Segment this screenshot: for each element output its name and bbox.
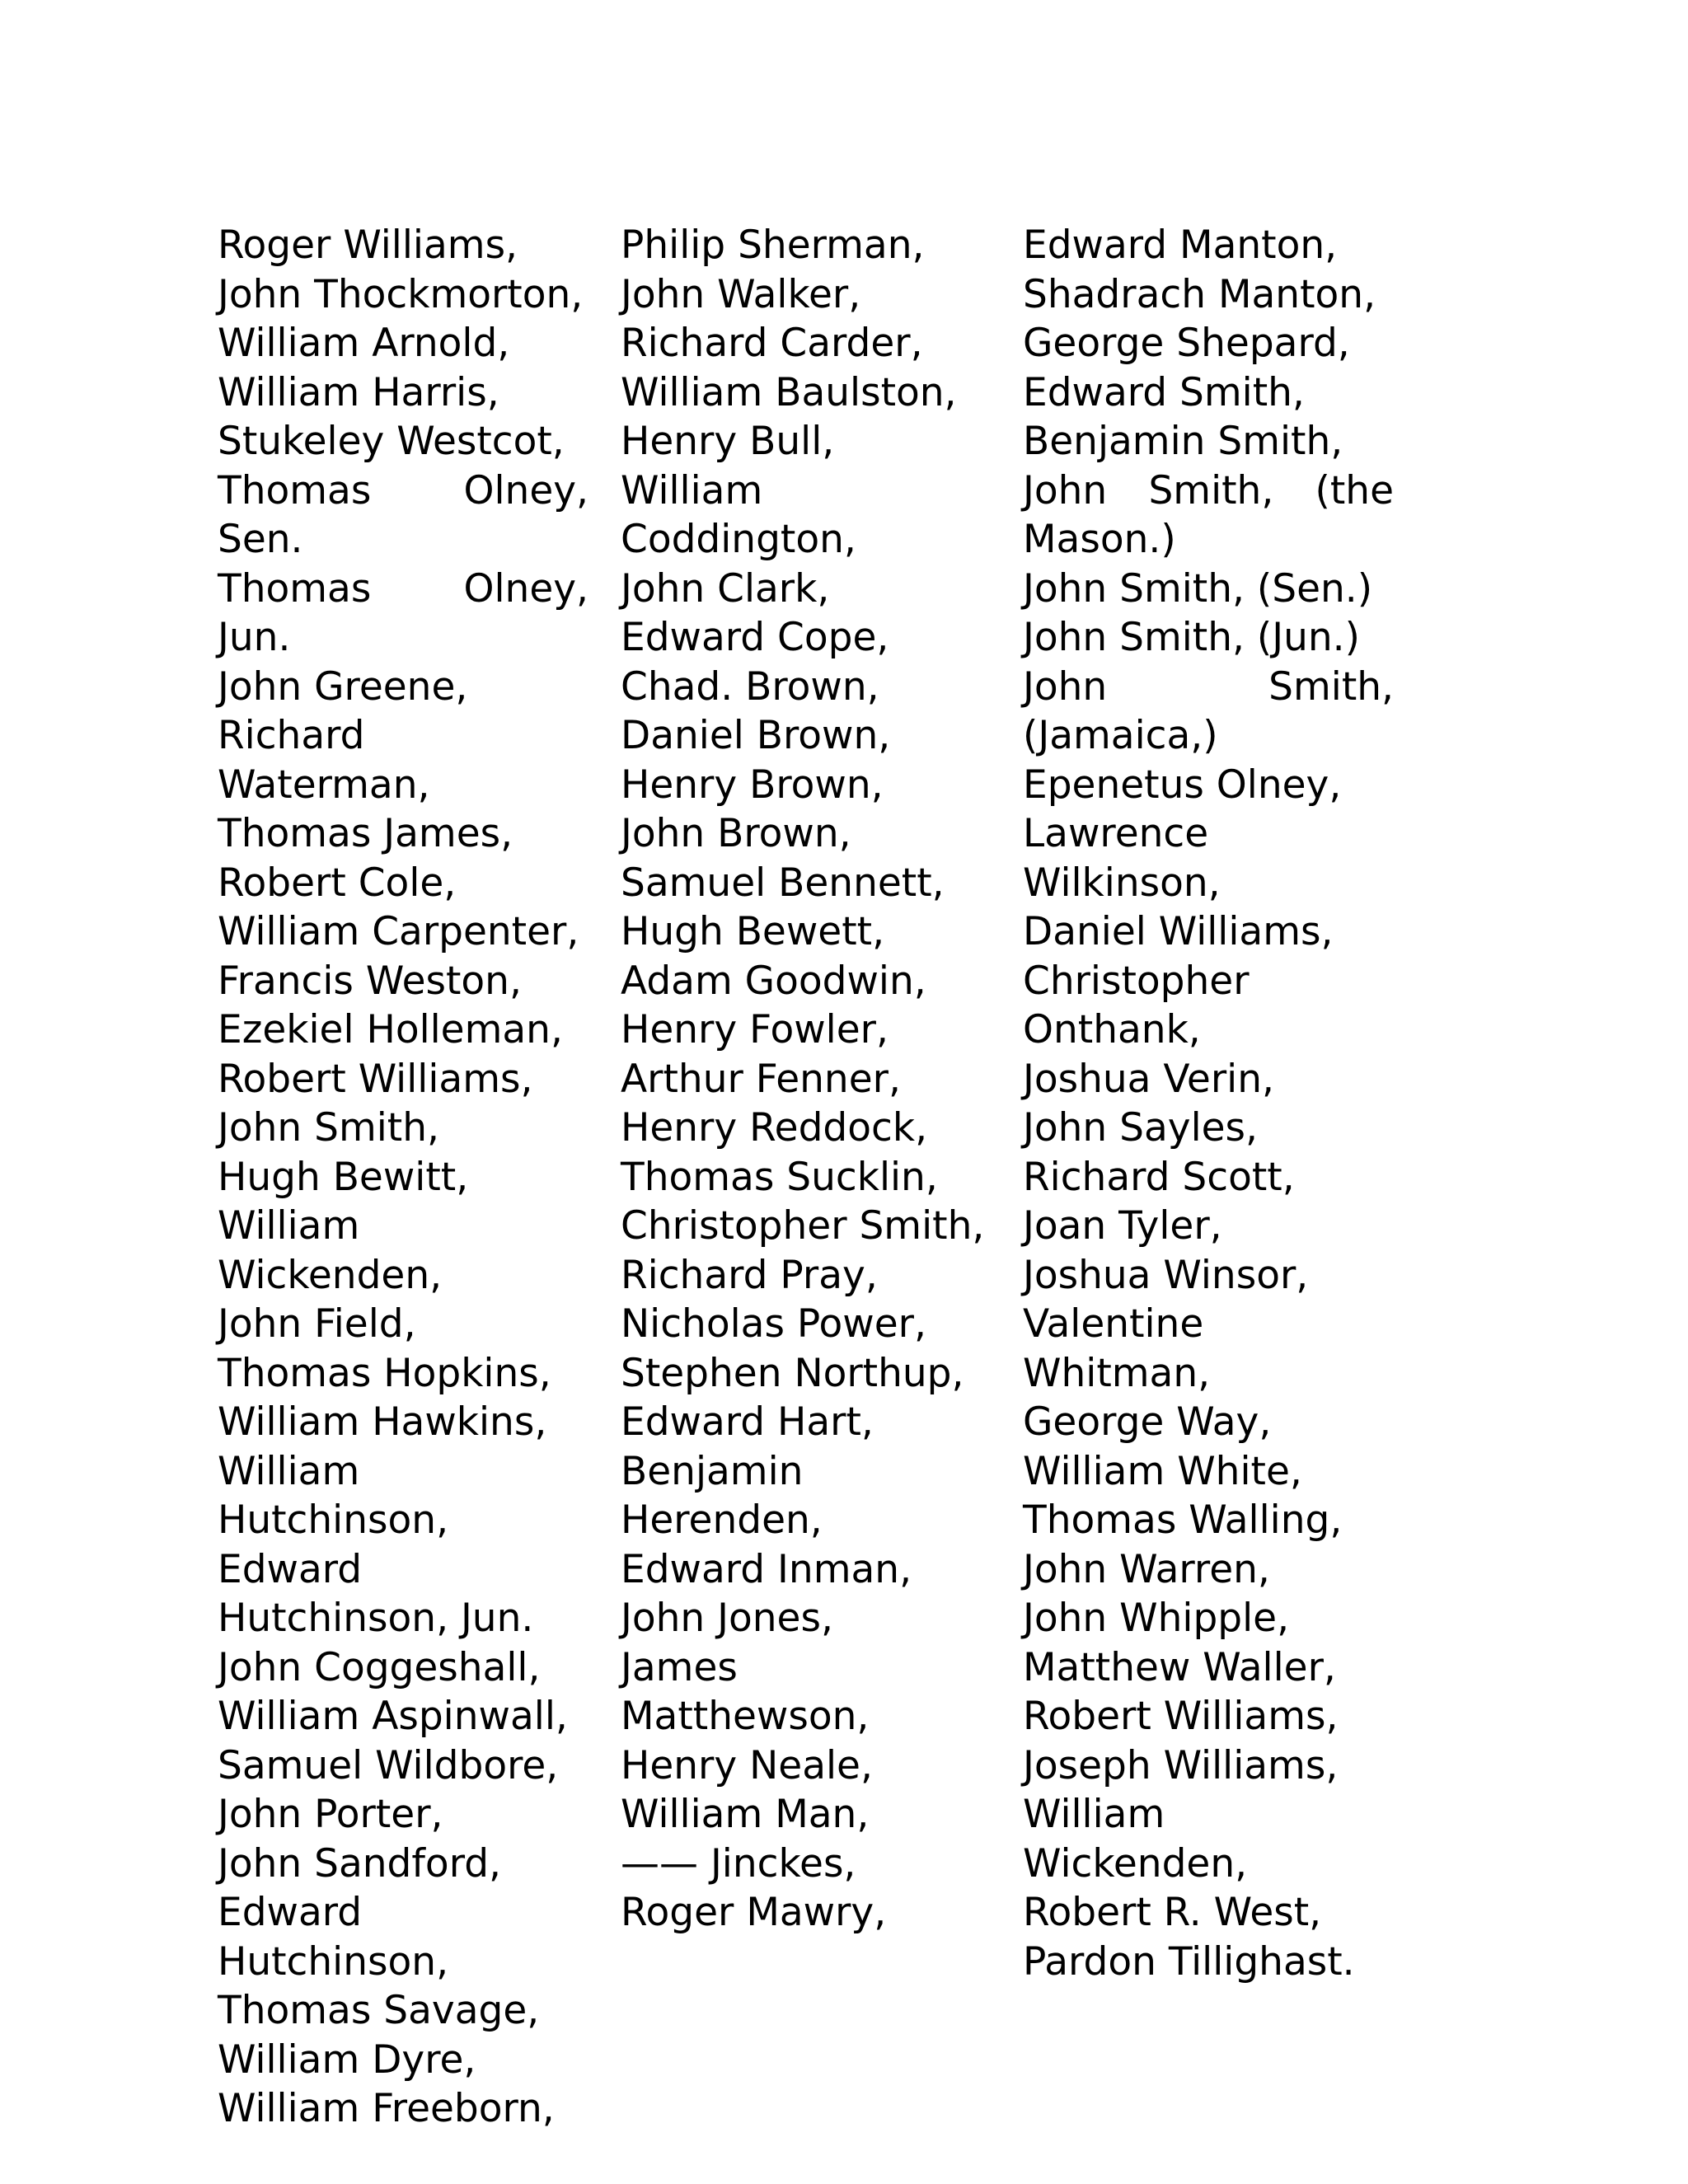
name-entry: William Baulston, — [621, 369, 957, 415]
name-entry: Thomas Savage, — [218, 1988, 540, 2033]
name-entry: Chad. Brown, — [621, 663, 879, 710]
name-entry: Philip Sherman, — [621, 223, 925, 268]
name-entry: William Dyre, — [218, 2036, 476, 2083]
name-entry: Shadrach Manton, — [1023, 271, 1376, 317]
name-entry: John Clark, — [621, 565, 830, 612]
name-entry: Thomas Olney, Sen. — [218, 467, 588, 562]
name-entry: Adam Goodwin, — [621, 958, 926, 1004]
name-entry: Samuel Wildbore, — [218, 1742, 559, 1788]
name-entry: John Greene, — [218, 663, 468, 710]
name-entry: Thomas James, — [218, 811, 513, 856]
names-column-2 — [621, 221, 989, 1938]
name-entry: Epenetus Olney, — [1023, 762, 1342, 808]
name-entry: William Hawkins, — [218, 1399, 547, 1445]
name-entry: Edward Hutchinson, Jun. — [218, 1546, 534, 1641]
name-entry: Hugh Bewitt, — [218, 1154, 469, 1200]
name-entry: Lawrence Wilkinson, — [1023, 811, 1221, 906]
name-entry: Edward Hutchinson, — [218, 1890, 449, 1985]
name-entry: Henry Brown, — [621, 762, 884, 808]
name-entry: John Coggeshall, — [218, 1644, 541, 1690]
name-entry: Richard Carder, — [621, 321, 923, 366]
name-entry: Edward Manton, — [1023, 223, 1338, 268]
name-entry: John Walker, — [621, 271, 861, 317]
name-entry: Christopher Onthank, — [1023, 958, 1250, 1052]
name-entry: George Shepard, — [1023, 321, 1350, 366]
name-entry: George Way, — [1023, 1399, 1272, 1445]
name-entry: John Smith, — [218, 1105, 439, 1151]
name-entry: William Arnold, — [218, 321, 510, 366]
name-entry: Nicholas Power, — [621, 1301, 926, 1347]
name-entry: Robert Williams, — [1023, 1694, 1339, 1739]
name-entry: Benjamin Herenden, — [621, 1448, 823, 1543]
name-entry: James Matthewson, — [621, 1644, 870, 1739]
name-entry: Henry Reddock, — [621, 1105, 928, 1151]
name-entry: Thomas Hopkins, — [218, 1350, 551, 1396]
name-entry: John Whipple, — [1023, 1596, 1290, 1641]
name-entry: Ezekiel Holleman, — [218, 1007, 563, 1052]
name-entry: Roger Williams, — [218, 223, 518, 268]
name-entry: Richard Scott, — [1023, 1154, 1295, 1200]
name-entry: Henry Fowler, — [621, 1007, 889, 1052]
name-entry: Thomas Olney, Jun. — [218, 565, 588, 660]
name-entry: Thomas Sucklin, — [621, 1154, 938, 1200]
name-entry: Christopher Smith, — [621, 1203, 985, 1249]
name-entry: William Man, — [621, 1792, 870, 1837]
name-entry: Robert Cole, — [218, 860, 457, 906]
name-entry: William Harris, — [218, 369, 499, 415]
name-entry: William Hutchinson, — [218, 1448, 449, 1543]
names-column-1 — [218, 221, 588, 2134]
name-entry: John Brown, — [621, 811, 851, 856]
name-entry: William Coddington, — [621, 467, 856, 562]
name-entry: Edward Cope, — [621, 615, 889, 660]
name-entry: Edward Inman, — [621, 1546, 912, 1592]
name-entry: John Warren, — [1023, 1546, 1270, 1592]
name-entry: Roger Mawry, — [621, 1890, 887, 1935]
name-entry: Richard Waterman, — [218, 713, 430, 808]
name-entry: John Jones, — [621, 1596, 833, 1641]
name-entry: Daniel Williams, — [1023, 909, 1334, 954]
name-entry: Richard Pray, — [621, 1252, 878, 1298]
name-entry: John Smith, (Jamaica,) — [1023, 663, 1394, 758]
name-entry: John Porter, — [218, 1792, 443, 1837]
name-entry: Robert Williams, — [218, 1056, 533, 1102]
name-entry: Stephen Northup, — [621, 1350, 964, 1396]
name-entry: Joseph Williams, — [1023, 1742, 1339, 1788]
name-entry: Joan Tyler, — [1023, 1203, 1222, 1249]
name-entry: Valentine Whitman, — [1023, 1301, 1211, 1396]
name-entry: Arthur Fenner, — [621, 1056, 901, 1102]
name-entry: William Aspinwall, — [218, 1694, 568, 1739]
name-entry: William Wickenden, — [1023, 1792, 1248, 1886]
name-entry: John Sandford, — [218, 1840, 501, 1886]
name-entry: William Freeborn, — [218, 2086, 555, 2131]
name-entry: Robert R. West, — [1023, 1890, 1322, 1935]
name-entry: Daniel Brown, — [621, 713, 891, 758]
name-entry: Joshua Verin, — [1023, 1056, 1274, 1102]
name-entry: Edward Hart, — [621, 1399, 874, 1445]
name-entry: John Sayles, — [1023, 1105, 1258, 1151]
name-entry: Samuel Bennett, — [621, 860, 945, 906]
name-entry: Henry Neale, — [621, 1742, 873, 1788]
name-entry: John Smith, (the Mason.) — [1023, 467, 1394, 562]
name-entry: Francis Weston, — [218, 958, 522, 1004]
name-entry: Joshua Winsor, — [1023, 1252, 1309, 1298]
name-entry: John Smith, (Jun.) — [1023, 615, 1360, 660]
names-column-3 — [1023, 221, 1394, 1986]
name-entry: Henry Bull, — [621, 419, 835, 464]
name-entry: —— Jinckes, — [621, 1840, 856, 1886]
name-entry: John Smith, (Sen.) — [1023, 565, 1373, 612]
name-entry: Edward Smith, — [1023, 369, 1305, 415]
name-entry: Thomas Walling, — [1023, 1497, 1343, 1543]
name-entry: Benjamin Smith, — [1023, 419, 1343, 464]
name-entry: William Carpenter, — [218, 909, 579, 954]
name-entry: Stukeley Westcot, — [218, 419, 565, 464]
name-entry: John Thockmorton, — [218, 271, 584, 317]
name-entry: Hugh Bewett, — [621, 909, 885, 954]
name-entry: William White, — [1023, 1448, 1302, 1494]
name-entry: Pardon Tillighast. — [1023, 1938, 1355, 1985]
name-entry: John Field, — [218, 1301, 416, 1347]
name-entry: Matthew Waller, — [1023, 1644, 1336, 1690]
name-entry: William Wickenden, — [218, 1203, 443, 1298]
